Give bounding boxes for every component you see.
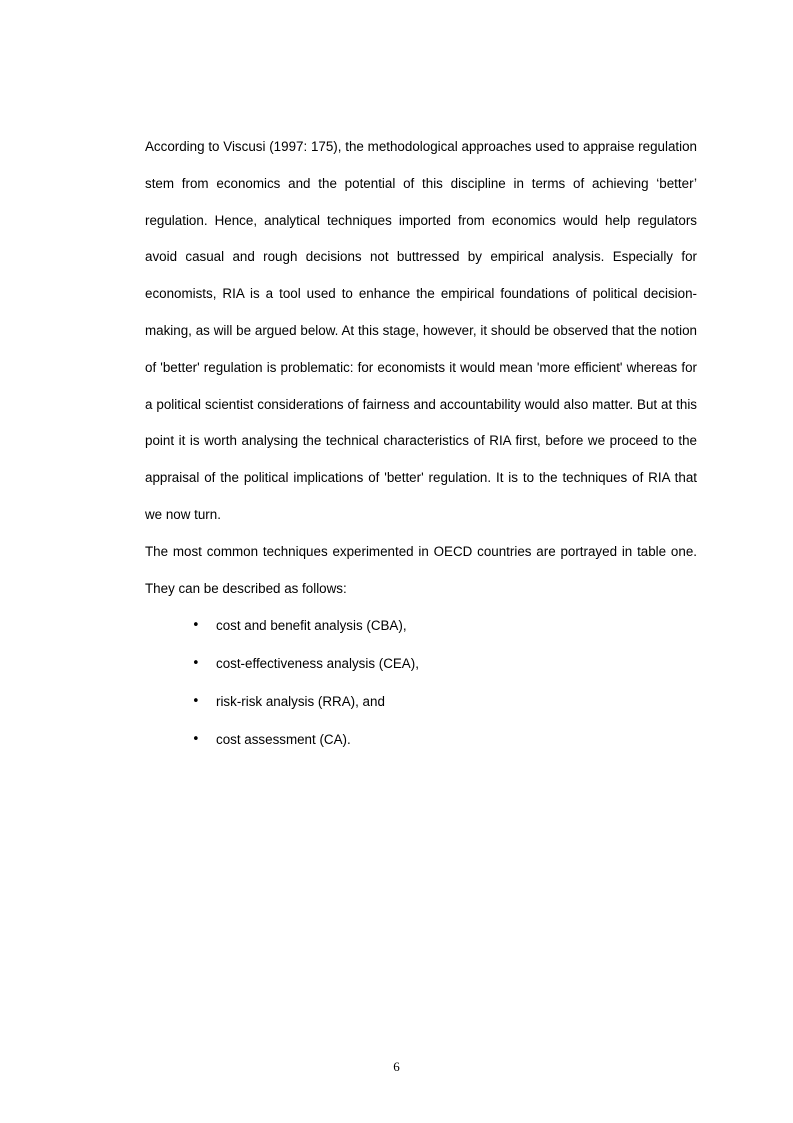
bullet-icon: •	[192, 732, 200, 748]
bullet-icon: •	[192, 694, 200, 710]
list-item	[145, 683, 697, 721]
list-item	[145, 645, 697, 683]
list-item	[145, 607, 697, 645]
paragraph-techniques: The most common techniques experimented in OECD countries are portrayed in table one. They can be described as follows:	[145, 543, 697, 596]
list-item-text: cost and benefit analysis (CBA),	[216, 618, 407, 634]
list-item	[145, 721, 697, 759]
page-number: 6	[393, 1059, 400, 1074]
body-text	[145, 129, 697, 759]
bullet-icon: •	[192, 618, 200, 634]
list-item-text: cost assessment (CA).	[216, 732, 351, 748]
paragraph-viscusi: According to Viscusi (1997: 175), the methodological approaches used to appraise regulation stem from economics and the potential of this discipline in terms of achieving ‘better’ regulation. Hence, analytical techniques imported from economics would help regulators avoid casual and rough decisions not buttressed by empirical analysis. Especially for economists, RIA is a tool used to enhance the empirical foundations of political decision-making, as will be argued below. At this stage, however, it should be observed that the notion of 'better' regulation is problematic: for economists it would mean 'more efficient' whereas for a political scientist considerations of fairness and accountability would also matter. But at this point it is worth analysing the technical characteristics of RIA first, before we proceed to the appraisal of the political implications of 'better' regulation. It is to the techniques of RIA that we now turn.	[145, 139, 697, 522]
list-item-text: risk-risk analysis (RRA), and	[216, 694, 385, 710]
list-item-text: cost-effectiveness analysis (CEA),	[216, 656, 419, 672]
bullet-icon: •	[192, 656, 200, 672]
techniques-list	[145, 607, 697, 759]
